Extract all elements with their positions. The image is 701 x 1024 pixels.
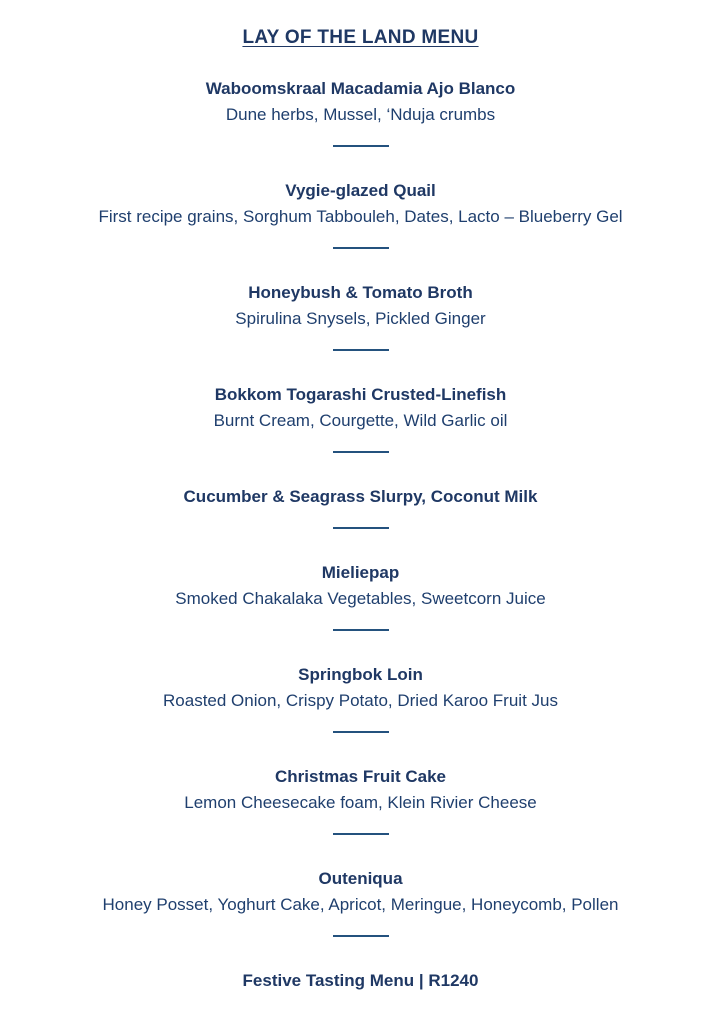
menu-content <box>20 0 701 994</box>
course-description: Dune herbs, Mussel, ‘Nduja crumbs <box>225 105 496 124</box>
course-description: Smoked Chakalaka Vegetables, Sweetcorn Juice <box>175 589 546 608</box>
course-description: Lemon Cheesecake foam, Klein Rivier Cheese <box>184 793 537 812</box>
course-name: Mieliepap <box>321 563 400 582</box>
course-divider <box>333 527 389 529</box>
course-divider <box>333 451 389 453</box>
course-item-9 <box>20 866 701 937</box>
menu-footer-price: Festive Tasting Menu | R1240 <box>242 971 479 990</box>
course-divider <box>333 629 389 631</box>
course-divider <box>333 145 389 147</box>
course-item-5 <box>20 484 701 529</box>
course-name: Honeybush & Tomato Broth <box>248 283 473 302</box>
course-item-4 <box>20 382 701 453</box>
course-divider <box>333 349 389 351</box>
course-description: Roasted Onion, Crispy Potato, Dried Karoo Fruit Jus <box>163 691 558 710</box>
course-item-1 <box>20 76 701 147</box>
menu-title: LAY OF THE LAND MENU <box>242 27 479 48</box>
course-name: Springbok Loin <box>298 665 423 684</box>
course-name: Cucumber & Seagrass Slurpy, Coconut Milk <box>183 487 538 506</box>
course-name: Bokkom Togarashi Crusted-Linefish <box>214 385 507 404</box>
course-description: Burnt Cream, Courgette, Wild Garlic oil <box>213 411 508 430</box>
course-name: Vygie-glazed Quail <box>285 181 436 200</box>
course-divider <box>333 247 389 249</box>
course-name: Outeniqua <box>318 869 403 888</box>
course-item-7 <box>20 662 701 733</box>
course-name: Christmas Fruit Cake <box>275 767 446 786</box>
course-name: Waboomskraal Macadamia Ajo Blanco <box>205 79 516 98</box>
course-divider <box>333 935 389 937</box>
course-description: First recipe grains, Sorghum Tabbouleh, Dates, Lacto – Blueberry Gel <box>98 207 623 226</box>
course-item-2 <box>20 178 701 249</box>
course-divider <box>333 731 389 733</box>
course-divider <box>333 833 389 835</box>
course-item-3 <box>20 280 701 351</box>
course-description: Honey Posset, Yoghurt Cake, Apricot, Meringue, Honeycomb, Pollen <box>102 895 619 914</box>
course-item-6 <box>20 560 701 631</box>
course-item-8 <box>20 764 701 835</box>
course-description: Spirulina Snysels, Pickled Ginger <box>235 309 486 328</box>
